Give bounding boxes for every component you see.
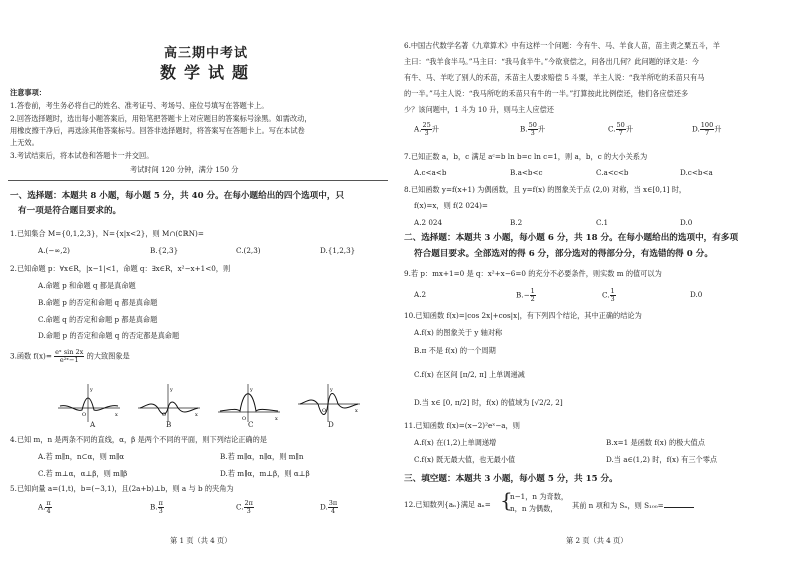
q2-option-d: D.命题 p 的否定和命题 q 的否定都是真命题 [38, 331, 180, 340]
q9-option-d: D.0 [690, 290, 703, 299]
q10-d-range: [√2/2, 2] [531, 398, 563, 407]
left-page [4, 0, 394, 562]
q1-option-c: C.(2,3) [236, 246, 261, 255]
q2-option-c: C.命题 q 的否定和命题 p 都是真命题 [38, 315, 158, 324]
q10-c-interval: [π/2, π] [460, 370, 487, 379]
q6-option-d: D. $\frac{100}{7}$ 升 [692, 121, 722, 137]
axis-y-label: y [250, 387, 253, 393]
axis-y-label: y [330, 387, 333, 393]
axis-origin-label: O [162, 412, 167, 418]
q2-stem: 2.已知命题 p：∀x∈R，|x−1|<1，命题 q：∃x∈R，x²−x+1<0，则 [10, 264, 231, 273]
q6-line-5: 少？该问题中，1 斗为 10 升，则马主人应偿还 [404, 105, 554, 114]
q1-option-a: A.(−∞,2) [38, 246, 70, 255]
q5-stem: 5.已知向量 a=(1,t)，b=(−3,1)，且(2a+b)⊥b，则 a 与 b 的夹角为 [10, 484, 234, 493]
q5-option-a: A. $\frac{\pi}{4}$ [38, 499, 51, 515]
axis-x-label: x [195, 412, 198, 418]
exam-info: 考试时间 120 分钟，满分 150 分 [130, 165, 239, 174]
page-footer-left: 第 1 页（共 4 页） [170, 536, 232, 545]
q8-line-1: 8.已知函数 y=f(x+1) 为偶函数，且 y=f(x) 的图象关于点 (2,0) 对称，当 x∈[0,1] 时， [404, 185, 687, 194]
q5-option-d: D. $\frac{3\pi}{4}$ [320, 499, 338, 515]
axis-origin-label: O [242, 416, 247, 422]
q12-stem: 12.已知数列{aₙ}满足 aₙ= [404, 500, 491, 509]
q1-stem: 1.已知集合 M={0,1,2,3}，N={x|x<2}，则 M∩(∁ℝN)= [10, 229, 204, 238]
q1-option-b: B.{2,3} [150, 246, 179, 255]
q5-option-b: B. $\frac{\pi}{3}$ [150, 499, 163, 515]
section-2-heading: 二、选择题：本题共 3 小题，每小题 6 分，共 18 分。在每小题给出的选项中，有多项 [404, 233, 739, 243]
q3-label-d: D [328, 420, 334, 429]
q10-option-a: A.f(x) 的图象关于 y 轴对称 [414, 328, 503, 337]
q3-graph-a [56, 382, 122, 426]
q9-option-c: C. $\frac{1}{3}$ [602, 287, 615, 303]
q10-option-b: B.π 不是 f(x) 的一个周期 [414, 346, 496, 355]
q2-option-b: B.命题 p 的否定和命题 q 都是真命题 [38, 298, 158, 307]
q7-option-a: A.c<a<b [414, 168, 447, 177]
q5-option-c: C. $\frac{2\pi}{3}$ [236, 499, 253, 515]
q11-stem: 11.已知函数 f(x)=(x−2)²eˣ−a，则 [404, 421, 520, 430]
q10-d-interval: [0, π/2] [442, 398, 470, 407]
notice-line-1: 1.答卷前，考生务必将自己的姓名、准考证号、考场号、座位号填写在答题卡上。 [10, 101, 269, 110]
axis-y-label: y [90, 387, 93, 393]
notice-line-3: 用橡皮擦干净后，再选涂其他答案标号。回答非选择题时，将答案写在答题卡上。写在本试卷 [10, 126, 305, 135]
q8-option-a: A.2 024 [414, 218, 443, 227]
exam-title: 高三期中考试 [164, 46, 249, 61]
exam-subject: 数学试题 [160, 63, 257, 82]
q6-option-b: B. $\frac{50}{3}$ 升 [520, 121, 546, 137]
section-1-heading-cont: 有一项是符合题目要求的。 [18, 206, 122, 216]
q10-option-c: C.f(x) 在区间 [π/2, π] 上单调递减 [414, 370, 525, 379]
q9-option-a: A.2 [414, 290, 427, 299]
q6-option-a: A. $\frac{25}{3}$ 升 [414, 121, 439, 137]
notice-line-5: 3.考试结束后，将本试卷和答题卡一并交回。 [10, 151, 154, 160]
q11-option-d: D.当 a∈(1,2) 时，f(x) 有三个零点 [606, 455, 718, 464]
q8-option-d: D.0 [680, 218, 693, 227]
section-2-heading-cont: 符合题目要求。全部选对的得 6 分，部分选对的得部分分，有选错的得 0 分。 [414, 249, 713, 259]
q8-option-b: B.2 [510, 218, 523, 227]
q7-stem: 7.已知正数 a，b，c 满足 aᶜ=b ln b=c ln c=1，则 a，b，c 的大小关系为 [404, 152, 648, 161]
axis-x-label: x [355, 408, 358, 414]
q12-brace: { [500, 488, 513, 512]
q3-label-b: B [166, 420, 172, 429]
q4-option-a: A.若 m∥n，n⊂α，则 m∥α [38, 452, 125, 461]
q4-stem: 4.已知 m，n 是两条不同的直线，α，β 是两个不同的平面，则下列结论正确的是 [10, 435, 267, 444]
q12-answer-blank [664, 500, 694, 508]
q1-option-d: D.{1,2,3} [320, 246, 356, 255]
page-footer-right: 第 2 页（共 4 页） [566, 536, 628, 545]
notice-line-2: 2.回答选择题时，选出每小题答案后，用铅笔把答题卡上对应题目的答案标号涂黑。如需改动， [10, 114, 312, 123]
q9-option-b: B.− $\frac{1}{2}$ [516, 287, 535, 303]
axis-x-label: x [275, 416, 278, 422]
axis-x-label: x [115, 412, 118, 418]
q8-option-c: C.1 [596, 218, 609, 227]
section-3-heading: 三、填空题：本题共 3 小题，每小题 5 分，共 15 分。 [404, 474, 618, 484]
q3-label-a: A [90, 420, 96, 429]
axis-origin-label: O [322, 408, 327, 414]
axis-origin-label: O [82, 412, 87, 418]
q12-case-2: n，n 为偶数， [510, 504, 558, 513]
notice-line-4: 上无效。 [10, 138, 39, 147]
q6-line-2: 主曰：“我羊食半马。”马主曰：“我马食半牛。”今欲衰偿之，问各出几何？此问题的译文是：今 [404, 57, 700, 66]
q6-option-c: C. $\frac{50}{7}$ 升 [608, 121, 634, 137]
q10-option-d: D.当 x∈ [0, π/2] 时，f(x) 的值域为 [√2/2, 2] [414, 398, 563, 407]
q11-option-b: B.x=1 是函数 f(x) 的极大值点 [606, 438, 705, 447]
divider [8, 180, 388, 181]
q3-stem: 3.函数 f(x)= $\frac{\text{eˣ sin 2x}}{\text{e²ˣ−1}}$ 的大致图象是 [10, 348, 130, 364]
q4-option-b: B.若 m∥α，n∥α，则 m∥n [220, 452, 304, 461]
q4-option-c: C.若 m⊥α，α⊥β，则 m∥β [38, 469, 128, 478]
q6-line-4: 的一半。”马主人说：“我马所吃的禾苗只有牛的一半。”打算按此比例偿还，他们各应偿还多 [404, 89, 689, 98]
q11-option-c: C.f(x) 既无最大值，也无最小值 [414, 455, 516, 464]
q9-stem: 9.若 p：mx+1=0 是 q：x²+x−6=0 的充分不必要条件，则实数 m 的值可以为 [404, 269, 662, 278]
section-1-heading: 一、选择题：本题共 8 小题，每小题 5 分，共 40 分。在每小题给出的四个选项中，只 [10, 191, 345, 201]
q6-line-3: 有牛、马、羊吃了别人的禾苗，禾苗主人要求赔偿 5 斗粟，羊主人说：“我羊所吃的禾苗只有马 [404, 73, 705, 82]
q11-option-a: A.f(x) 在(1,2)上单调递增 [414, 438, 497, 447]
q12-tail: 其前 n 项和为 Sₙ，则 S₁₀₀= [572, 500, 694, 510]
q8-line-2: f(x)=x，则 f(2 024)= [414, 201, 488, 210]
axis-y-label: y [170, 387, 173, 393]
q10-stem: 10.已知函数 f(x)=|cos 2x|+cos|x|，有下列四个结论，其中正确的结论为 [404, 311, 642, 320]
q3-label-c: C [248, 420, 254, 429]
q7-option-b: B.a<b<c [510, 168, 543, 177]
q12-case-1: n−1，n 为奇数， [510, 492, 569, 501]
q7-option-d: D.c<b<a [680, 168, 713, 177]
right-page [400, 0, 790, 562]
q4-option-d: D.若 m∥α，m⊥β，则 α⊥β [220, 469, 310, 478]
notice-title: 注意事项： [10, 88, 46, 97]
q6-line-1: 6.中国古代数学名著《九章算术》中有这样一个问题：今有牛、马、羊食人苗，苗主责之粟五斗，羊 [404, 41, 720, 50]
q2-option-a: A.命题 p 和命题 q 都是真命题 [38, 281, 136, 290]
q7-option-c: C.a<c<b [596, 168, 629, 177]
